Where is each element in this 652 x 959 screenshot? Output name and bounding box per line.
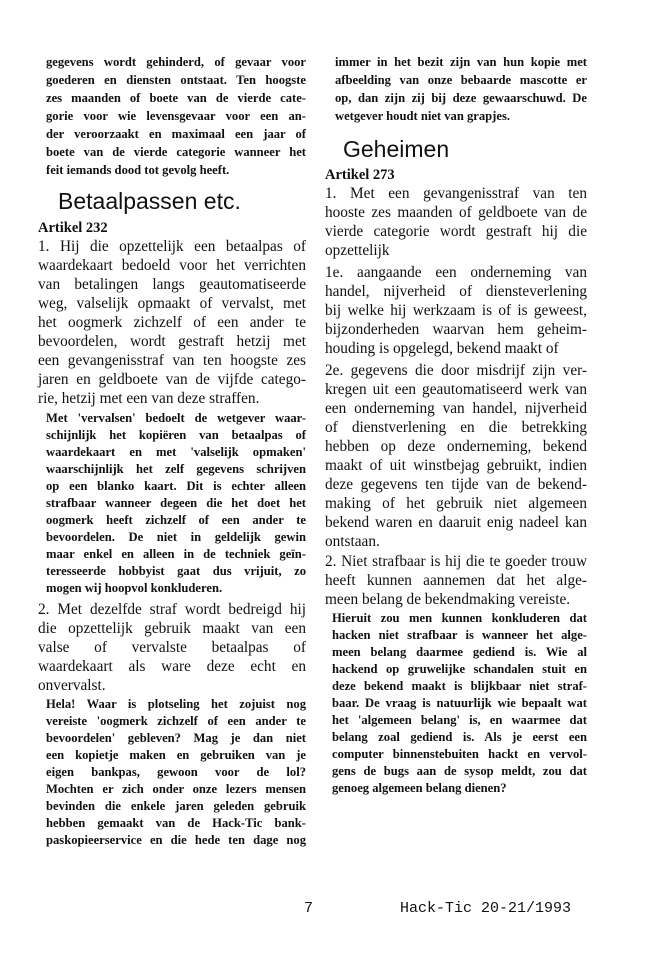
body-line: 2. Niet strafbaar is hij die te goeder trouw [325, 553, 587, 570]
commentary-line: het 'algemeen belang' is, en waarmee dat [332, 713, 587, 727]
body-line: van betalingen langs geautomatiseerde [38, 276, 306, 293]
intro-line: goederen en diensten ontstaat. Ten hoogste [46, 73, 306, 87]
commentary-line: waarschijnlijk het zelf gegevens schrijven [46, 462, 306, 476]
body-line: ontstaan. [325, 533, 380, 550]
intro-line: gorie voor wie levensgevaar voor een an- [46, 109, 306, 123]
commentary-line: strafbaar wanneer degeen die het doet het [46, 496, 306, 510]
commentary-line: Mochten er zich onder onze lezers mensen [46, 782, 306, 796]
commentary-line: hacken niet strafbaar is wanneer het alge- [332, 628, 587, 642]
intro-line: op, dan zijn zij bij deze gewaarschuwd. De [335, 91, 587, 105]
intro-line: immer in het bezit zijn van hun kopie met [335, 55, 587, 69]
commentary-line: Met 'vervalsen' bedoelt de wetgever waar- [46, 411, 306, 425]
section-heading-betaalpassen: Betaalpassen etc. [58, 188, 241, 214]
body-line: jaren en geldboete van de vijfde catego- [38, 371, 306, 388]
commentary-line: bevoordelen' gebleven? Mag je dan niet [46, 731, 306, 745]
body-line: bekend waren en daaruit enig nadeel kan [325, 514, 587, 531]
body-line: een gevangenisstraf van ten hoogste zes [38, 352, 306, 369]
commentary-line: hebben gemaakt van de Hack-Tic bank- [46, 816, 306, 830]
body-line: 2. Met dezelfde straf wordt bedreigd hij [38, 601, 306, 618]
intro-line: gegevens wordt gehinderd, of gevaar voor [46, 55, 306, 69]
intro-line: zes maanden of boete van de vierde cate- [46, 91, 306, 105]
body-line: valse of vervalste betaalpas of [38, 639, 306, 656]
intro-line: feit iemands dood tot gevolg heeft. [46, 163, 230, 177]
commentary-line: maar enkel en alleen in de techniek geïn- [46, 547, 306, 561]
body-line: opzettelijk [325, 242, 390, 259]
commentary-line: oogmerk heeft zichzelf of een ander te [46, 513, 306, 527]
body-line: een onderneming van handel, nijverheid [325, 400, 587, 417]
commentary-line: belang zoal gediend is. Als je eerst een [332, 730, 587, 744]
intro-line: boete van de vierde categorie wanneer het [46, 145, 306, 159]
intro-line: der veroorzaakt en maximaal een jaar of [46, 127, 306, 141]
body-line: handel, nijverheid of diensteverlening [325, 283, 587, 300]
body-line: houding is opgelegd, bekend maakt of [325, 340, 559, 357]
body-line: bijzonderheden waarvan hem geheim- [325, 321, 587, 338]
commentary-line: schijnlijk het kopiëren van betaalpas of [46, 428, 306, 442]
body-line: bij welke hij werkzaam is of is geweest, [325, 302, 587, 319]
commentary-line: Hela! Waar is plotseling het zojuist nog [46, 697, 306, 711]
commentary-line: hackend op gruwelijke schandalen stuit en [332, 662, 587, 676]
commentary-line: bevinden die enkele jaren geleden gebruik [46, 799, 306, 813]
body-line: making of het gebruik niet algemeen [325, 495, 587, 512]
commentary-line: mogen wij hoopvol konkluderen. [46, 581, 223, 595]
body-line: deze gegevens ten tijde van de bekend- [325, 476, 587, 493]
commentary-line: teresseerde hobbyist gaat dus vrijuit, zo [46, 564, 306, 578]
intro-line: afbeelding van onze bebaarde mascotte er [335, 73, 587, 87]
body-line: onvervalst. [38, 677, 106, 694]
commentary-line: bevoordelen. De niet in geldelijk gewin [46, 530, 306, 544]
body-line: maakt of uit winstbejag gebruikt, indien [325, 457, 587, 474]
artikel-232-label: Artikel 232 [38, 220, 108, 236]
body-line: kregen uit een geautomatiseerd werk van [325, 381, 587, 398]
commentary-line: eigen bankpas, gewoon voor de lol? [46, 765, 306, 779]
body-line: het oogmerk zichzelf of een ander te [38, 314, 306, 331]
body-line: 1. Hij die opzettelijk een betaalpas of [38, 238, 306, 255]
commentary-line: een kopietje maken en gebruiken van je [46, 748, 306, 762]
intro-line: wetgever houdt niet van grapjes. [335, 109, 511, 123]
commentary-line: paskopieerservice en die hede ten dage nog [46, 833, 306, 847]
commentary-line: gens de bugs aan de sysop meldt, zou dat [332, 764, 587, 778]
section-heading-geheimen: Geheimen [343, 136, 450, 162]
body-line: waardekaart als ware deze echt en [38, 658, 306, 675]
page-number: 7 [304, 900, 314, 917]
commentary-line: baar. De vraag is natuurlijk wie bepaalt wat [332, 696, 587, 710]
body-line: meen belang de bekendmaking vereiste. [325, 591, 571, 608]
commentary-line: waardekaart en met 'valselijk opmaken' [46, 445, 306, 459]
body-line: hooste zes maanden of geldboete van de [325, 204, 587, 221]
body-line: heeft kunnen aannemen dat het alge- [325, 572, 587, 589]
commentary-line: op een blanko kaart. Dit is echter alleen [46, 479, 306, 493]
body-line: weg, valselijk opmaakt of vervalst, met [38, 295, 306, 312]
body-line: 1e. aangaande een onderneming van [325, 264, 587, 281]
body-line: 2e. gegevens die door misdrijf zijn ver- [325, 362, 587, 379]
body-line: vierde categorie wordt gestraft hij die [325, 223, 587, 240]
body-line: 1. Met een gevangenisstraf van ten [325, 185, 587, 202]
commentary-line: meen belang daarmee gediend is. Wie al [332, 645, 587, 659]
body-line: waardekaart bedoeld voor het verrichten [38, 257, 306, 274]
commentary-line: computer binnenstebuiten hackt en vervol- [332, 747, 587, 761]
body-line: rie, hetzij met een van deze straffen. [38, 390, 260, 407]
commentary-line: genoeg algemeen belang dienen? [332, 781, 507, 795]
publication-footer: Hack-Tic 20-21/1993 [400, 900, 572, 917]
body-line: die opzettelijk gebruik maakt van een [38, 620, 306, 637]
artikel-273-label: Artikel 273 [325, 167, 395, 183]
commentary-line: deze bekend maakt is blijkbaar niet straf- [332, 679, 587, 693]
body-line: bevoordelen, wordt gestraft hetzij met [38, 333, 306, 350]
commentary-line: Hieruit zou men kunnen konkluderen dat [332, 611, 587, 625]
body-line: hebben op deze onderneming, bekend [325, 438, 587, 455]
commentary-line: vereiste 'oogmerk zichzelf of een ander te [46, 714, 306, 728]
body-line: of dienstverlening en die betrekking [325, 419, 587, 436]
